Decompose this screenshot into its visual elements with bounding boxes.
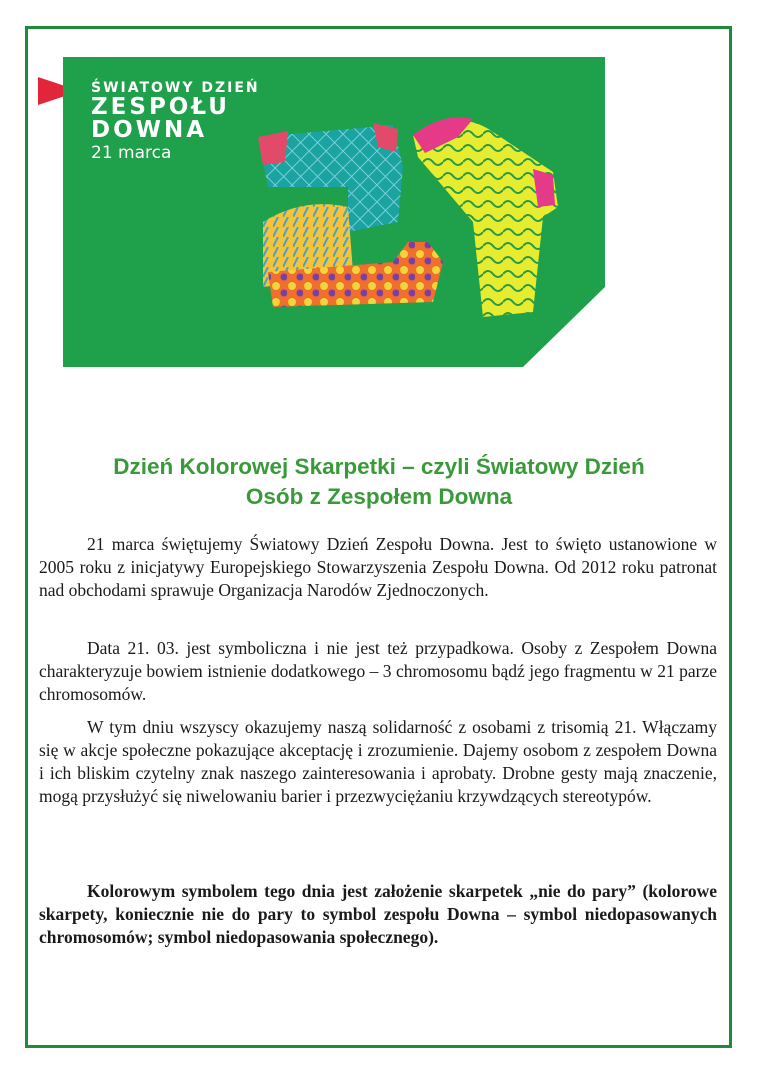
paragraph-3: W tym dniu wszyscy okazujemy naszą solidarność z osobami z trisomią 21. Włączamy się w akcje społeczne pokazujące akceptację i zrozumienie. Dajemy osobom z zespołem Downa i ich bliskim czytelny znak naszego zainteresowania i aprobaty. Drobne gesty mają znaczenie, mogą przysłużyć się niwelowaniu barier i przezwyciężaniu krzywdzących stereotypów. bbox=[39, 717, 717, 806]
paragraph-2: Data 21. 03. jest symboliczna i nie jest też przypadkowa. Osoby z Zespołem Downa charakteryzuje bowiem istnienie dodatkowego – 3 chromosomu bądź jego fragmentu w 21 parze chromosomów. bbox=[39, 638, 717, 704]
banner-line1: ŚWIATOWY DZIEŃ bbox=[91, 80, 260, 96]
paragraph-4: Kolorowym symbolem tego dnia jest założenie skarpetek „nie do pary” (kolorowe skarpety, koniecznie nie do pary to symbol zespołu Downa – symbol niedopasowanych chromosomów; symbol niedopasowania społecznego). bbox=[39, 881, 717, 947]
document-heading bbox=[30, 452, 728, 512]
banner-line3: DOWNA bbox=[91, 117, 208, 143]
banner-title bbox=[91, 80, 260, 164]
banner-line4: 21 marca bbox=[91, 143, 172, 163]
paragraph-1: 21 marca świętujemy Światowy Dzień Zespołu Downa. Jest to święto ustanowione w 2005 roku z inicjatywy Europejskiego Stowarzyszenia Zespołu Downa. Od 2012 roku patronat nad obchodami sprawuje Organizacja Narodów Zjednoczonych. bbox=[39, 534, 717, 600]
heading-line2: Osób z Zespołem Downa bbox=[245, 484, 513, 509]
banner-line2: ZESPOŁU bbox=[91, 94, 230, 120]
heading-line1: Dzień Kolorowej Skarpetki – czyli Światowy Dzień bbox=[113, 454, 645, 479]
